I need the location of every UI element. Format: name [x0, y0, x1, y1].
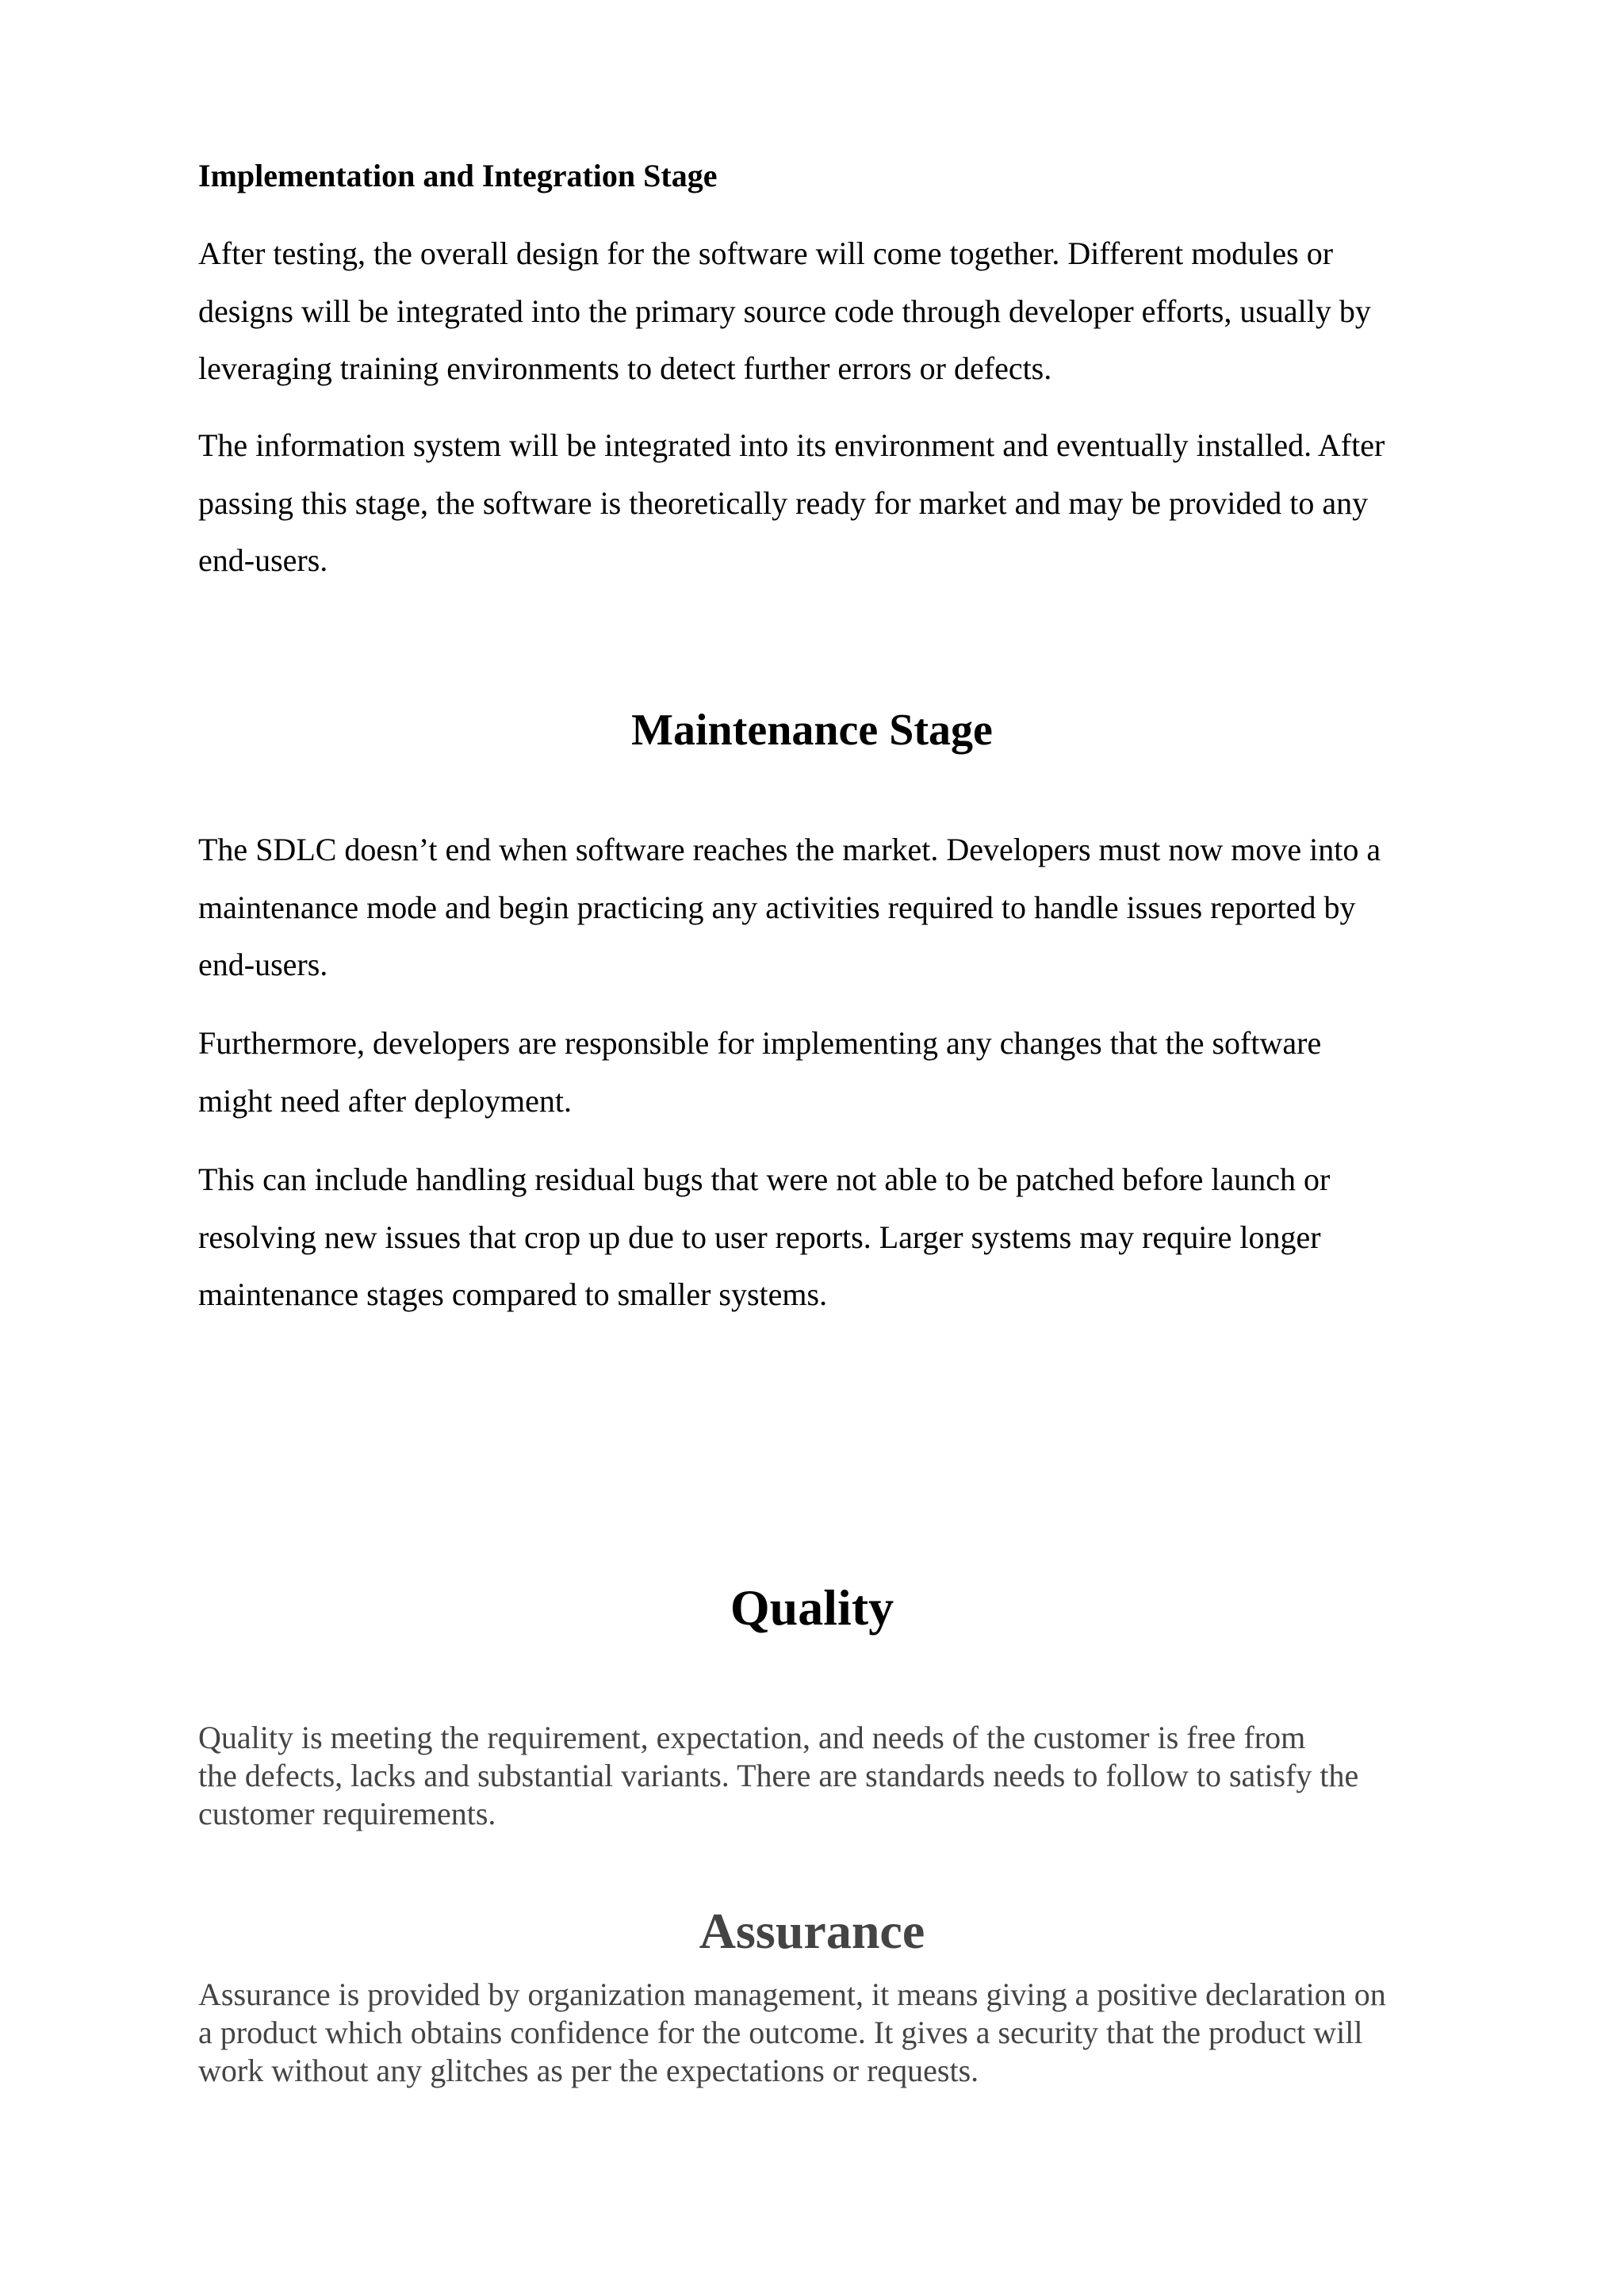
implementation-paragraph-1: [198, 225, 1435, 398]
text-line: the defects, lacks and substantial variants. There are standards needs to follow to satisfy the: [198, 1758, 1359, 1793]
maintenance-paragraph-3: [198, 1151, 1435, 1324]
text-line: customer requirements.: [198, 1796, 496, 1831]
text-line: leveraging training environments to detect further errors or defects.: [198, 350, 1052, 386]
text-line: Furthermore, developers are responsible for implementing any changes that the software: [198, 1025, 1322, 1061]
text-line: Assurance is provided by organization management, it means giving a positive declaration on: [198, 1976, 1386, 2012]
text-line: might need after deployment.: [198, 1082, 572, 1119]
implementation-paragraph-2: [198, 417, 1435, 590]
text-line: a product which obtains confidence for the outcome. It gives a security that the product will: [198, 2015, 1363, 2050]
implementation-heading: Implementation and Integration Stage: [198, 158, 718, 193]
text-line: After testing, the overall design for the software will come together. Different modules or: [198, 235, 1334, 271]
text-line: end-users.: [198, 947, 328, 982]
maintenance-paragraph-2: [198, 1015, 1435, 1130]
maintenance-paragraph-1: [198, 821, 1435, 994]
text-line: resolving new issues that crop up due to user reports. Larger systems may require longer: [198, 1219, 1321, 1255]
assurance-paragraph: [198, 1976, 1435, 2090]
quality-heading: Quality: [730, 1579, 894, 1636]
text-line: maintenance stages compared to smaller systems.: [198, 1276, 828, 1312]
text-line: Quality is meeting the requirement, expectation, and needs of the customer is free from: [198, 1720, 1306, 1755]
text-line: end-users.: [198, 542, 328, 578]
text-line: passing this stage, the software is theoretically ready for market and may be provided to any: [198, 484, 1369, 521]
text-line: The SDLC doesn’t end when software reaches the market. Developers must now move into a: [198, 832, 1381, 867]
text-line: maintenance mode and begin practicing any activities required to handle issues reported by: [198, 889, 1356, 925]
text-line: This can include handling residual bugs that were not able to be patched before launch or: [198, 1161, 1331, 1197]
assurance-heading: Assurance: [699, 1903, 925, 1959]
quality-paragraph: [198, 1719, 1435, 1833]
maintenance-heading: Maintenance Stage: [631, 706, 993, 755]
text-line: The information system will be integrated into its environment and eventually installed. After: [198, 427, 1385, 463]
text-line: designs will be integrated into the primary source code through developer efforts, usually by: [198, 293, 1371, 329]
text-line: work without any glitches as per the expectations or requests.: [198, 2053, 979, 2088]
